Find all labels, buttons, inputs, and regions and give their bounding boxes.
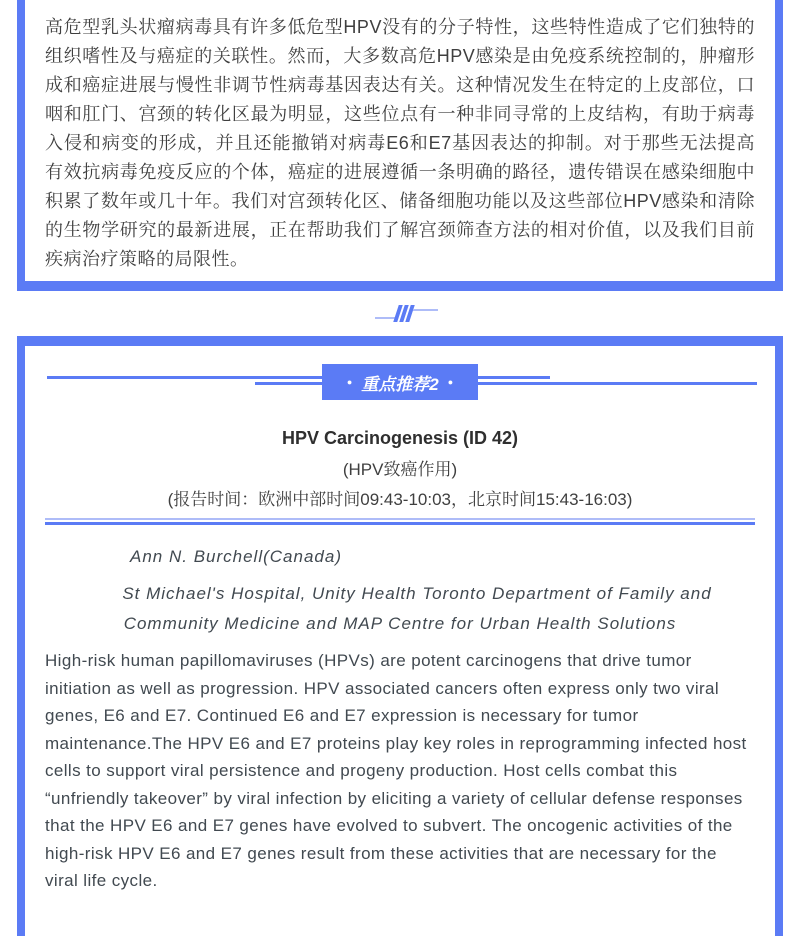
talk-title: HPV Carcinogenesis (ID 42) bbox=[281, 428, 519, 448]
divider-right-line bbox=[413, 309, 438, 311]
recommendation-card bbox=[17, 336, 783, 936]
section-divider bbox=[0, 291, 800, 336]
separator-thick-line bbox=[45, 522, 755, 525]
badge-dot-left-icon: ● bbox=[346, 376, 353, 387]
summary-card bbox=[17, 0, 783, 291]
recommendation-header bbox=[45, 346, 755, 399]
talk-subtitle-cn: (HPV致癌作用) bbox=[342, 460, 458, 479]
title-separator bbox=[45, 518, 755, 525]
speaker-affiliation: St Michael's Hospital, Unity Health Toronto Department of Family and Community Medicine and MAP Centre for Urban Health Solutions bbox=[122, 584, 712, 633]
badge-dot-right-icon: ● bbox=[447, 376, 454, 387]
speaker-name: Ann N. Burchell(Canada) bbox=[130, 547, 342, 566]
separator-thin-line bbox=[45, 518, 755, 520]
recommendation-badge bbox=[322, 364, 478, 400]
talk-abstract: High-risk human papillomaviruses (HPVs) are potent carcinogens that drive tumor initiation as well as progression. HPV associated cancers often express only two viral genes, E6 and E7. Continued E6 and E7 expression is necessary for tumor maintenance.The HPV E6 and E7 proteins play key roles in reprogramming infected host cells to support viral persistence and progeny production. Host cells combat this “unfriendly takeover” by viral infection by eliciting a variety of cellular defense responses that the HPV E6 and E7 genes have evolved to subvert. The oncogenic activities of the high-risk HPV E6 and E7 genes result from these activities that are necessary for the viral life cycle. bbox=[45, 651, 747, 890]
divider-slashes-icon bbox=[396, 305, 412, 322]
summary-paragraph: 高危型乳头状瘤病毒具有许多低危型HPV没有的分子特性，这些特性造成了它们独特的组织嗜性及与癌症的关联性。然而，大多数高危HPV感染是由免疫系统控制的，肿瘤形成和癌症进展与慢性非调节性病毒基因表达有关。这种情况发生在特定的上皮部位，口咽和肛门、宫颈的转化区最为明显，这些位点有一种非同寻常的上皮结构，有助于病毒入侵和病变的形成，并且还能撤销对病毒E6和E7基因表达的抑制。对于那些无法提高有效抗病毒免疫反应的个体，癌症的进展遵循一条明确的路径，遗传错误在感染细胞中积累了数年或几十年。我们对宫颈转化区、储备细胞功能以及这些部位HPV感染和清除的生物学研究的最新进展，正在帮助我们了解宫颈筛查方法的相对价值，以及我们目前疾病治疗策略的局限性。 bbox=[45, 17, 755, 269]
talk-schedule: (报告时间：欧洲中部时间09:43-10:03，北京时间15:43-16:03) bbox=[167, 490, 633, 509]
badge-label: 重点推荐2 bbox=[361, 374, 439, 394]
